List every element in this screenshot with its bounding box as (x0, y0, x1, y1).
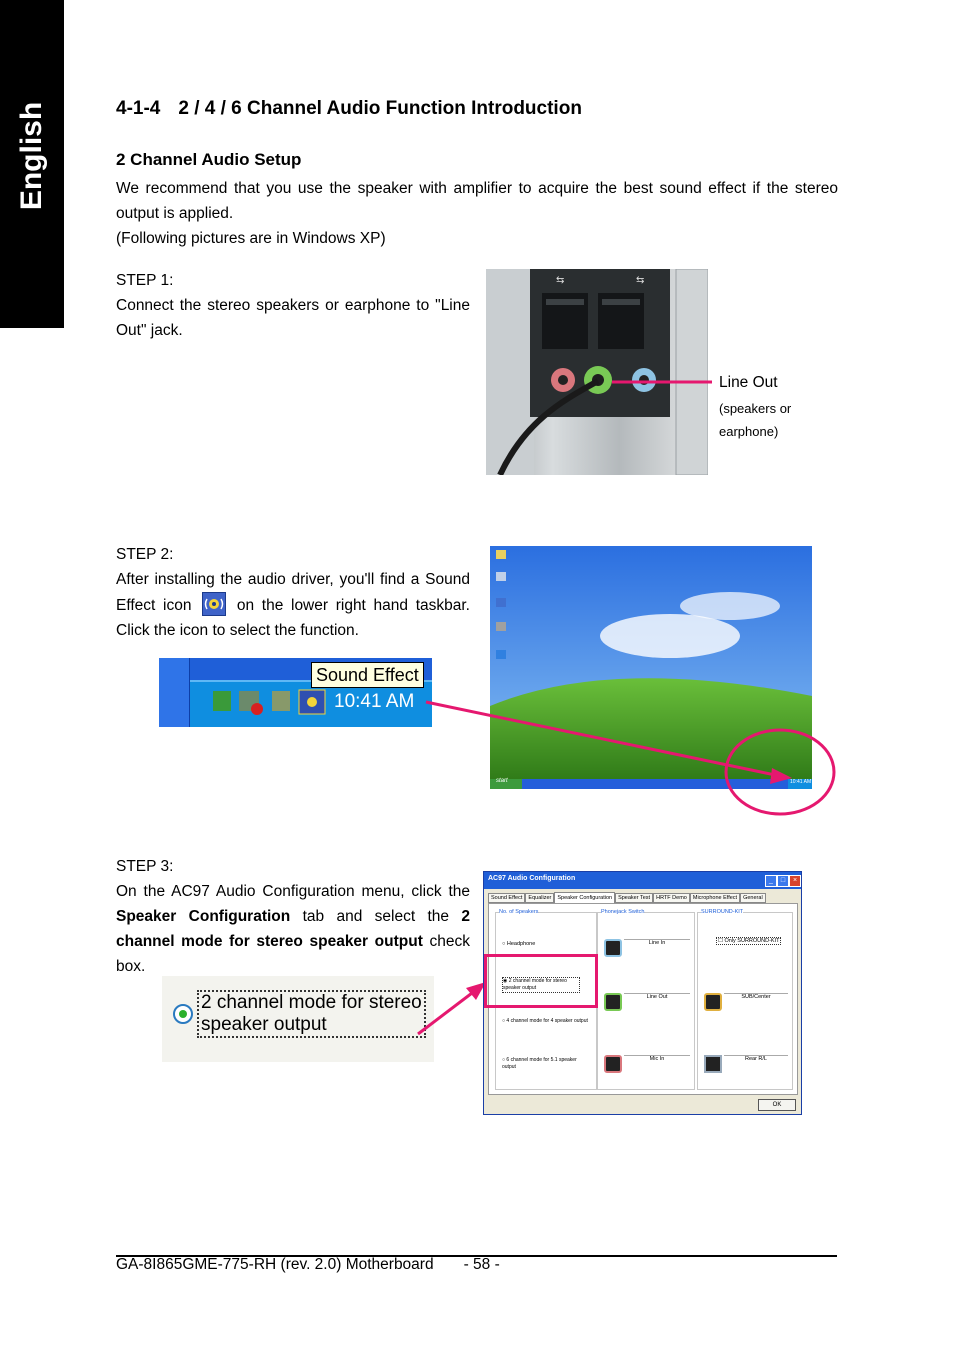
taskbar-tray-zoom (159, 658, 432, 727)
line-in-jack-icon (604, 939, 622, 957)
line-out-label: Line Out (719, 374, 778, 391)
zoom-option-line-2: speaker output (201, 1014, 327, 1035)
language-tab (0, 0, 64, 328)
group-phonejack (597, 909, 695, 1090)
mic-in-label: Mic In (624, 1055, 690, 1062)
tray-clock[interactable]: 10:41 AM (334, 691, 415, 712)
ok-button[interactable]: OK (758, 1099, 796, 1111)
tab-speaker-test[interactable]: Speaker Test (615, 893, 653, 903)
svg-text:⇆: ⇆ (636, 275, 645, 286)
line-in-label: Line In (624, 939, 690, 946)
step2-text-before: After installing the audio driver, you'll find a Sound Effect icon (116, 571, 470, 614)
option-highlight-box (484, 954, 598, 1008)
zoom-option-line-1: 2 channel mode for stereo (201, 992, 422, 1013)
tab-sound-effect[interactable]: Sound Effect (488, 893, 525, 903)
svg-text:⇆: ⇆ (556, 275, 565, 286)
sub-center-jack-icon (704, 993, 722, 1011)
radio-icon[interactable] (173, 1004, 193, 1024)
surround-checkbox-label: Only SURROUND-KIT (724, 938, 780, 944)
group-phonejack-label: Phonejack Switch (601, 909, 645, 915)
tab-hrtf-demo[interactable]: HRTF Demo (653, 893, 690, 903)
option-6-channel[interactable]: ○ 6 channel mode for 5.1 speaker output (502, 1057, 577, 1070)
group-surround-label: SURROUND-KIT (701, 909, 744, 915)
footer (116, 1256, 500, 1274)
tab-speaker-configuration[interactable]: Speaker Configuration (554, 892, 615, 904)
language-tab-label: English (15, 101, 48, 211)
line-out-callout-arrow (610, 378, 714, 386)
tab-general[interactable]: General (740, 893, 766, 903)
line-out-jack-icon (604, 993, 622, 1011)
option-2-channel-label: 2 channel mode for stereo speaker output (503, 978, 567, 991)
option-4-channel-label: 4 channel mode for 4 speaker output (506, 1018, 588, 1024)
tray-tooltip: Sound Effect (311, 662, 424, 688)
step1-text: Connect the stereo speakers or earphone to "Line Out" jack. (116, 297, 470, 339)
step3-text (116, 879, 470, 979)
desktop-clock: 10:41 AM (790, 779, 812, 785)
surround-checkbox[interactable]: ☐ Only SURROUND-KIT (718, 938, 780, 944)
line-out-dialog-label: Line Out (624, 993, 690, 1000)
step3-text-1: On the AC97 Audio Configuration menu, click the (116, 883, 470, 900)
section-number: 4-1-4 (116, 98, 161, 119)
group-surround (697, 909, 793, 1090)
step3-text-3: check box. (116, 933, 470, 975)
dialog-titlebar (484, 872, 801, 889)
intro-line-2: output is applied. (116, 205, 234, 222)
option-callout-arrow (414, 980, 490, 1038)
line-out-note-2: earphone) (719, 424, 779, 439)
footer-model: GA-8I865GME-775-RH (rev. 2.0) Motherboard (116, 1256, 434, 1273)
group-speakers-label: No. of Speakers (499, 909, 539, 915)
rear-label: Rear R/L (724, 1055, 788, 1062)
sub-center-label: SUB/Center (724, 993, 788, 1000)
option-headphone[interactable]: ○ Headphone (502, 941, 536, 947)
option-4-channel[interactable]: ○ 4 channel mode for 4 speaker output (502, 1018, 588, 1024)
option-zoom (162, 976, 434, 1062)
intro-paragraph (116, 176, 838, 251)
option-headphone-label: Headphone (506, 941, 536, 947)
maximize-button[interactable]: □ (777, 875, 789, 887)
step3-speaker-configuration: Speaker Configuration (116, 908, 291, 925)
step3-text-2: tab and select the (302, 908, 450, 925)
mic-in-jack-icon (604, 1055, 622, 1073)
sound-effect-inline-icon (202, 592, 226, 616)
tab-microphone-effect[interactable]: Microphone Effect (690, 893, 740, 903)
step3-heading: STEP 3: (116, 858, 174, 875)
option-6-channel-label: 6 channel mode for 5.1 speaker output (502, 1057, 577, 1070)
intro-line-1: We recommend that you use the speaker with amplifier to acquire the best sound effect if the stereo (116, 180, 838, 197)
section-title (116, 98, 582, 120)
section-title-text: 2 / 4 / 6 Channel Audio Function Introduction (178, 98, 582, 119)
step3-2-channel-mode: 2 channel mode for stereo speaker output (116, 908, 471, 950)
subsection-title: 2 Channel Audio Setup (116, 150, 302, 169)
desktop-start-button[interactable]: start (496, 778, 508, 784)
option-2-channel[interactable]: ◉ 2 channel mode for stereo speaker output (502, 977, 580, 993)
step2-text-after: on the lower right hand taskbar. Click the icon to select the function. (116, 597, 470, 639)
io-panel-photo (486, 269, 708, 475)
tab-equalizer[interactable]: Equalizer (525, 893, 554, 903)
tray-callout-arrow (420, 690, 840, 820)
page-number: - 58 - (463, 1256, 500, 1273)
step2-text (116, 567, 470, 643)
close-button[interactable]: × (789, 875, 801, 887)
rear-jack-icon (704, 1055, 722, 1073)
minimize-button[interactable]: _ (765, 875, 777, 887)
zoom-option-label[interactable] (197, 990, 426, 1038)
line-out-note-1: (speakers or (719, 401, 792, 416)
dialog-title: AC97 Audio Configuration (488, 875, 576, 882)
intro-line-3: (Following pictures are in Windows XP) (116, 230, 386, 247)
step1-heading: STEP 1: (116, 272, 174, 289)
step2-heading: STEP 2: (116, 546, 174, 563)
